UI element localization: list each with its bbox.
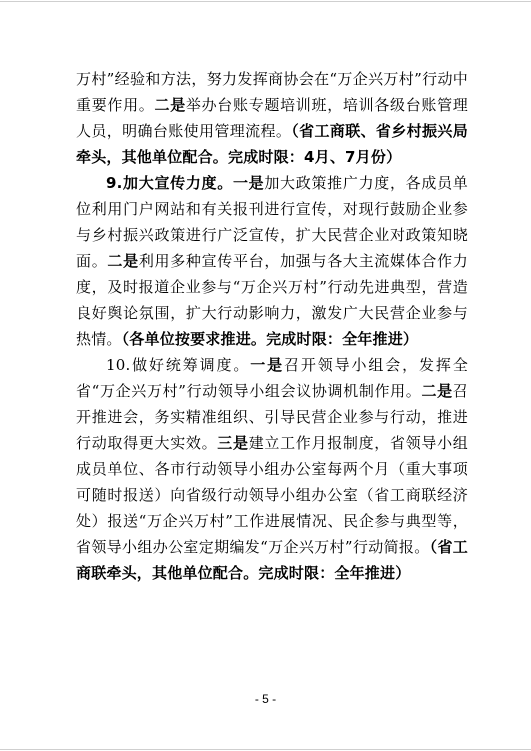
paragraph-item-10 xyxy=(76,352,468,586)
emphasis-text: 二是 xyxy=(421,382,453,400)
emphasis-text: 一是 xyxy=(232,174,265,192)
paragraph-text: 建立工作月报制度，省领导小组成员单位、各市行动领导小组办公室每两个月（重大事项可随时报送）向省级行动领导小组办公室（省工商联经济处）报送“万企兴万村”工作进展情况、民企参与典型等，省领导小组办公室定期编发“万企兴万村”行动简报。 xyxy=(76,434,468,556)
paragraph-item-9 xyxy=(76,170,468,352)
emphasis-text: 二是 xyxy=(154,96,186,114)
paragraph-continued xyxy=(76,66,468,170)
responsibility-note: （省工商联、省乡村振兴局牵头，其他单位配合。完成时限：4月、7月份） xyxy=(76,122,468,166)
item-heading: 9.加大宣传力度。 xyxy=(106,174,233,192)
emphasis-text: 三是 xyxy=(217,434,249,452)
paragraph-text: 召开推进会，务实精准组织、引导民营企业参与行动，推进行动取得更大实效。 xyxy=(76,382,468,452)
paragraph-text: 举办台账专题培训班，培训各级台账管理人员，明确台账使用管理流程。 xyxy=(76,96,468,140)
paragraph-text: 加大政策推广力度，各成员单位利用门户网站和有关报刊进行宣传，对现行鼓励企业参与乡村振兴政策进行广泛宣传，扩大民营企业对政策知晓面。 xyxy=(76,174,468,270)
responsibility-note: （各单位按要求推进。完成时限：全年推进） xyxy=(121,330,419,348)
responsibility-note: （省工商联牵头，其他单位配合。完成时限：全年推进） xyxy=(76,538,468,582)
emphasis-text: 一是 xyxy=(250,356,285,374)
paragraph-text: 召开领导小组会，发挥全省“万企兴万村”行动领导小组会议协调机制作用。 xyxy=(76,356,469,400)
item-heading: 10.做好统筹调度。 xyxy=(106,356,251,374)
paragraph-text: 万村”经验和方法，努力发挥商协会在“万企兴万村”行动中重要作用。 xyxy=(76,70,468,114)
paragraph-text: 利用多种宣传平台，加强与各大主流媒体合作力度，及时报道企业参与“万企兴万村”行动先进典型，营造良好舆论氛围，扩大行动影响力，激发广大民营企业参与热情。 xyxy=(76,252,469,348)
top-border xyxy=(0,1,531,2)
bottom-border xyxy=(0,749,531,750)
document-body xyxy=(76,66,468,586)
page-number: - 5 - xyxy=(254,692,277,706)
emphasis-text: 二是 xyxy=(107,252,139,270)
